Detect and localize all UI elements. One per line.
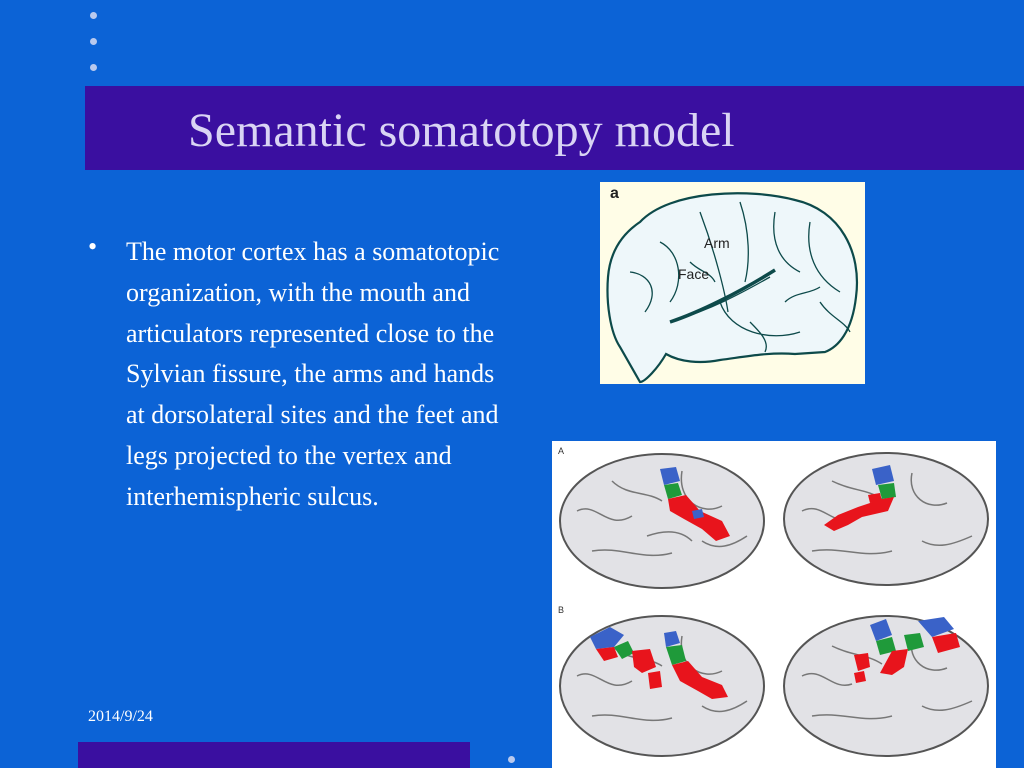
brain-render-top-right: [784, 453, 988, 585]
figure-b-panel-label-b: B: [558, 605, 565, 615]
decorative-dot: [508, 756, 515, 763]
brain-render-top-left: [560, 454, 764, 588]
figure-a-panel-label: a: [610, 185, 619, 202]
figure-b-panel-label-a: A: [558, 446, 565, 456]
brain-render-bottom-right: [784, 616, 988, 756]
decorative-dot: [90, 12, 97, 19]
brain-activation-figure-b: [552, 441, 996, 768]
face-label: Face: [678, 266, 710, 282]
bullet-text: The motor cortex has a somatotopic organization, with the mouth and articulators represented close to the Sylvian fissure, the arms and hands at dorsolateral sites and the feet and legs projected to the vertex and interhemispheric sulcus.: [126, 237, 500, 511]
footer-bar: [78, 742, 470, 768]
slide-title: Semantic somatotopy model: [188, 104, 735, 157]
decorative-dot: [90, 64, 97, 71]
arm-label: Arm: [704, 235, 730, 251]
brain-render-bottom-left: [560, 616, 764, 756]
slide-date: 2014/9/24: [88, 708, 153, 725]
bullet-marker: •: [88, 232, 98, 261]
decorative-dot: [90, 38, 97, 45]
brain-diagram-a: [600, 182, 865, 384]
